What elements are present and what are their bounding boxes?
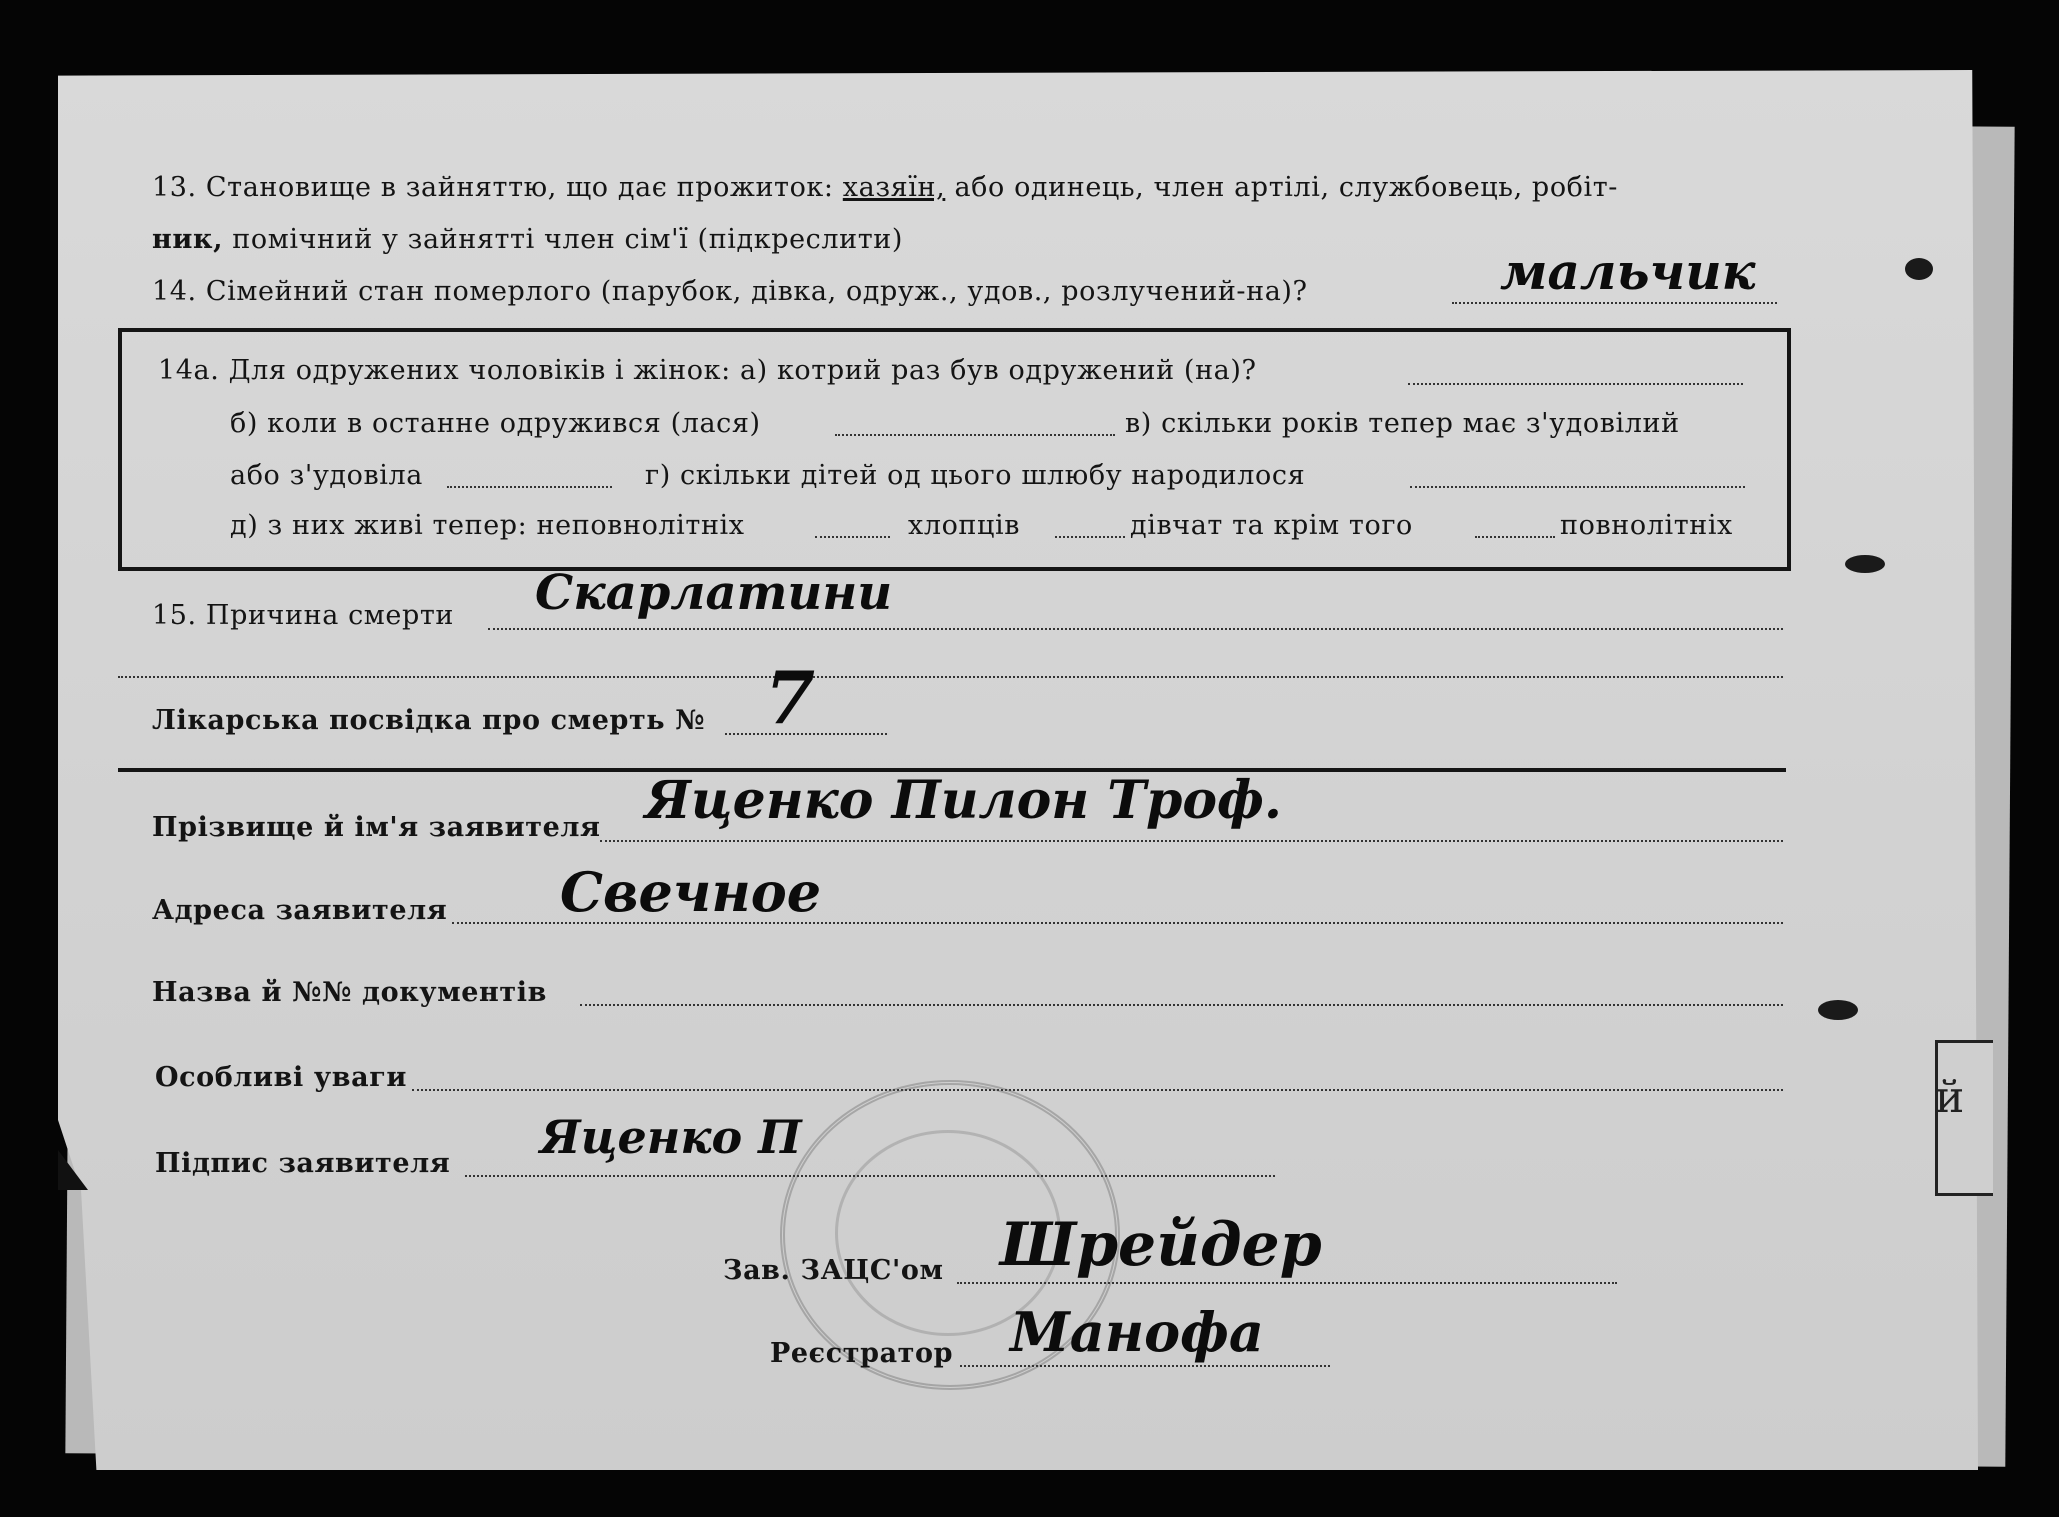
q13-line2-bold: ник, (152, 224, 224, 255)
q14a-a-line (1408, 383, 1743, 385)
registrar-label: Реєстратор (770, 1338, 954, 1369)
q14a-a-label: 14а. Для одружених чоловіків і жінок: а) котрий раз був одружений (на)? (158, 355, 1257, 386)
q13-line (152, 172, 1618, 203)
q14-label: 14. Сімейний стан померлого (парубок, дівка, одруж., удов., розлучений-на)? (152, 276, 1308, 307)
q13-selected-option: хазяїн, (842, 172, 946, 203)
q15-continuation-line (118, 676, 1783, 678)
q14a-b-label: б) коли в останне одружився (лася) (230, 408, 761, 439)
notes-label: Особливі уваги (155, 1062, 407, 1093)
q13-line2 (152, 224, 903, 255)
q14a-abo-label: або з'удовіла (230, 460, 423, 491)
q14a-v-label: в) скільки років тепер має з'удовілий (1125, 408, 1680, 439)
applicant-name-answer: Яценко Пилон Троф. (645, 770, 1283, 831)
q13-options: або одинець, член артілі, службовець, робіт- (954, 172, 1619, 203)
registrar-signature-line (960, 1365, 1330, 1367)
q13-line2-text: помічний у зайнятті член сім'ї (підкреслити) (232, 224, 904, 255)
q15-answer-line (488, 628, 1783, 630)
documents-label: Назва й №№ документів (152, 977, 547, 1008)
q15-label: 15. Причина смерти (152, 600, 454, 631)
applicant-address-label: Адреса заявителя (152, 895, 448, 926)
applicant-signature: Яценко П (540, 1110, 802, 1164)
punch-hole (1818, 1000, 1858, 1020)
signature-label: Підпис заявителя (155, 1148, 451, 1179)
head-label: Зав. ЗАЦС'ом (723, 1255, 944, 1286)
q14-answer: мальчик (1500, 242, 1756, 301)
med-cert-label: Лікарська посвідка про смерть № (152, 705, 706, 736)
registrar-signature: Манофа (1010, 1300, 1264, 1364)
head-signature-line (957, 1282, 1617, 1284)
applicant-name-line (600, 840, 1783, 842)
notes-line (412, 1089, 1783, 1091)
head-signature: Шрейдер (1000, 1210, 1322, 1280)
q14a-g-line (1410, 486, 1745, 488)
q14a-girls-label: дівчат та крім того (1130, 510, 1413, 541)
q14a-boys-label: хлопців (908, 510, 1021, 541)
q14a-abo-line (447, 486, 612, 488)
q14a-adults-label: повнолітніх (1560, 510, 1733, 541)
q14a-g-label: г) скільки дітей од цього шлюбу народилося (645, 460, 1306, 491)
q14a-girls-line (1475, 536, 1555, 538)
q13-prefix: 13. Становище в зайняттю, що дає прожиток: (152, 172, 834, 203)
q14-answer-line (1452, 302, 1777, 304)
med-cert-answer: 7 (765, 655, 816, 740)
q14a-minors-line (815, 536, 890, 538)
q14a-b-line (835, 434, 1115, 436)
documents-line (580, 1004, 1783, 1006)
q14a-d-label: д) з них живі тепер: неповнолітніх (230, 510, 745, 541)
signature-line (465, 1175, 1275, 1177)
q15-answer: Скарлатини (535, 565, 893, 621)
punch-hole (1845, 555, 1885, 573)
q14a-boys-line (1055, 536, 1125, 538)
applicant-address-answer: Свечное (560, 860, 822, 924)
side-tab-glyph: й (1935, 1072, 1965, 1123)
applicant-name-label: Прізвище й ім'я заявителя (152, 812, 601, 843)
punch-hole (1905, 258, 1933, 280)
